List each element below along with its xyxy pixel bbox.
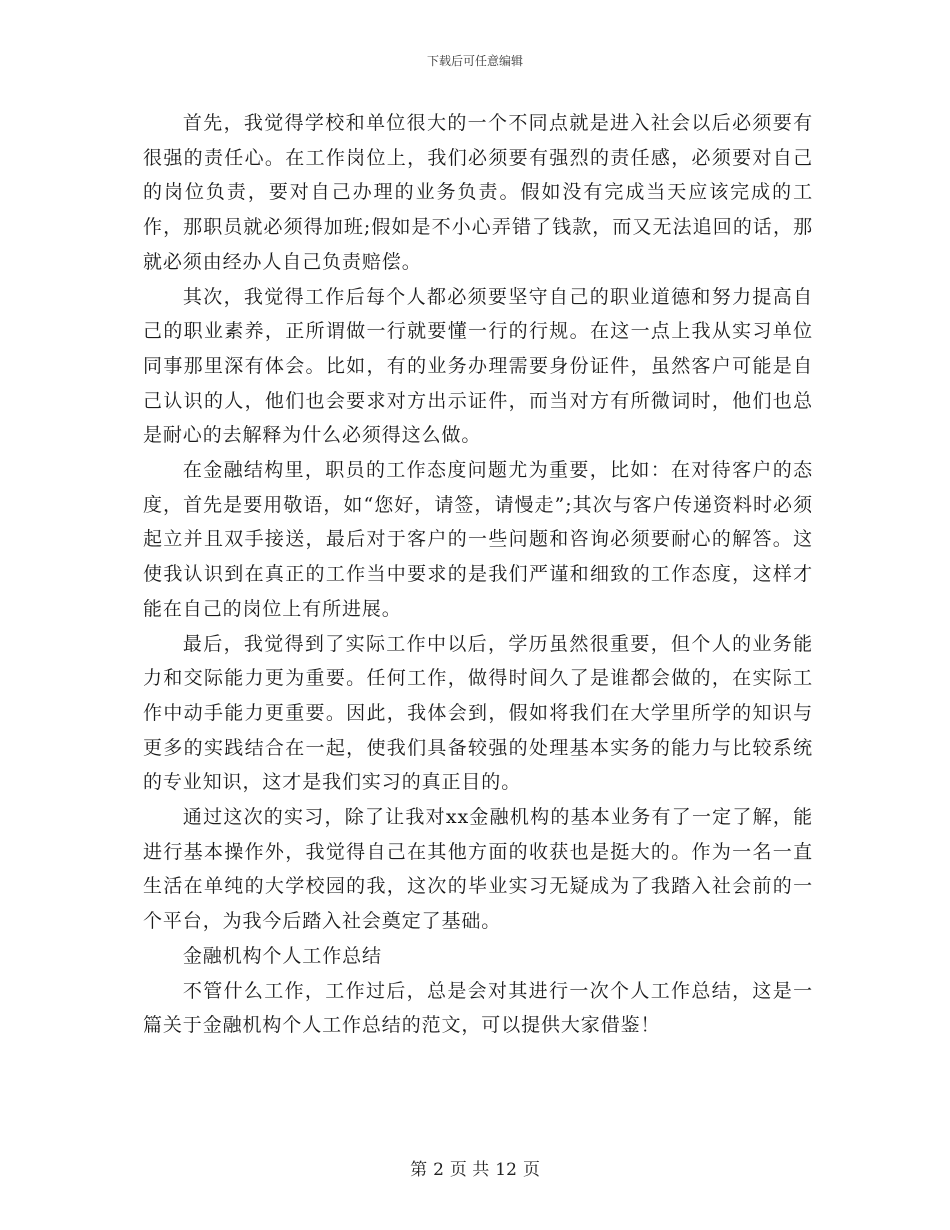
paragraph-internship-summary: 通过这次的实习，除了让我对xx金融机构的基本业务有了一定了解，能进行基本操作外，我觉得自己在其他方面的收获也是挺大的。作为一名一直生活在单纯的大学校园的我，这次的毕业实习无疑成为了我踏入社会前的一个平台，为我今后踏入社会奠定了基础。 — [143, 806, 813, 933]
document-body — [143, 106, 813, 1043]
paragraph-intro: 不管什么工作，工作过后，总是会对其进行一次个人工作总结，这是一篇关于金融机构个人工作总结的范文，可以提供大家借鉴！ — [143, 979, 813, 1037]
page-header: 下载后可任意编辑 — [426, 54, 523, 68]
paragraph-practical-ability: 最后，我觉得到了实际工作中以后，学历虽然很重要，但个人的业务能力和交际能力更为重要。任何工作，做得时间久了是谁都会做的，在实际工作中动手能力更重要。因此，我体会到，假如将我们在大学里所学的知识与更多的实践结合在一起，使我们具备较强的处理基本实务的能力与比较系统的专业知识，这才是我们实习的真正目的。 — [143, 632, 813, 794]
footer-suffix: 页 — [522, 1160, 540, 1180]
footer-prefix: 第 — [410, 1160, 428, 1180]
footer-middle: 页 共 — [449, 1160, 490, 1180]
paragraph-professional-ethics: 其次，我觉得工作后每个人都必须要坚守自己的职业道德和努力提高自己的职业素养，正所谓做一行就要懂一行的行规。在这一点上我从实习单位同事那里深有体会。比如，有的业务办理需要身份证件，虽然客户可能是自己认识的人，他们也会要求对方出示证件，而当对方有所微词时，他们也总是耐心的去解释为什么必须得这么做。 — [143, 285, 813, 447]
paragraph-responsibility: 首先，我觉得学校和单位很大的一个不同点就是进入社会以后必须要有很强的责任心。在工作岗位上，我们必须要有强烈的责任感，必须要对自己的岗位负责，要对自己办理的业务负责。假如没有完成当天应该完成的工作，那职员就必须得加班;假如是不小心弄错了钱款，而又无法追回的话，那就必须由经办人自己负责赔偿。 — [143, 112, 813, 273]
page-footer — [0, 1155, 950, 1180]
paragraph-work-attitude: 在金融结构里，职员的工作态度问题尤为重要，比如：在对待客户的态度，首先是要用敬语，如“您好，请签，请慢走”;其次与客户传递资料时必须起立并且双手接送，最后对于客户的一些问题和咨询必须要耐心的解答。这使我认识到在真正的工作当中要求的是我们严谨和细致的工作态度，这样才能在自己的岗位上有所进展。 — [143, 459, 813, 620]
footer-page-number: 2 — [433, 1160, 444, 1180]
footer-total-pages: 12 — [495, 1160, 517, 1180]
section-heading: 金融机构个人工作总结 — [182, 944, 382, 967]
